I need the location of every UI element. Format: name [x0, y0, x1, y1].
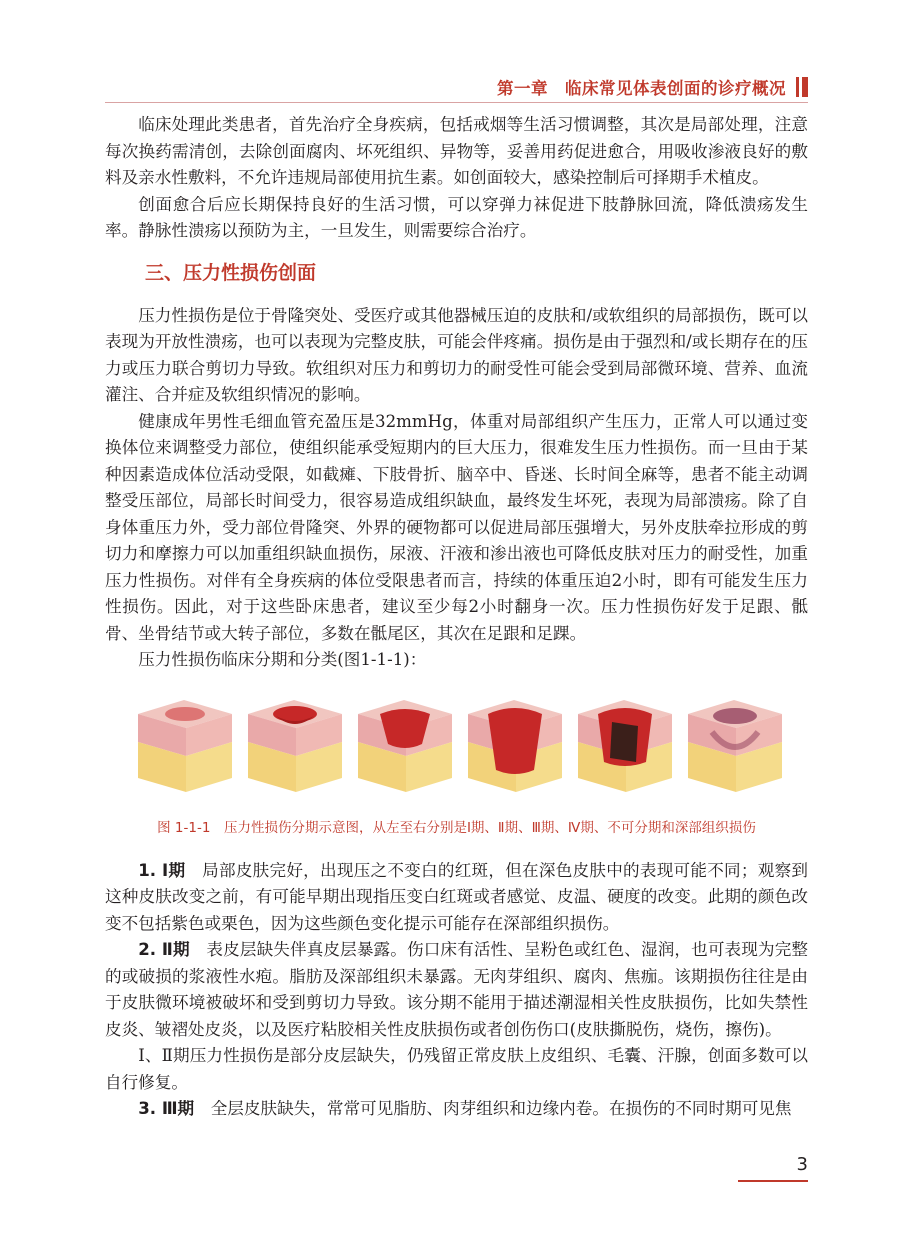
page-body — [105, 112, 808, 1123]
stage-paragraph — [105, 1096, 808, 1123]
paragraph: 压力性损伤是位于骨隆突处、受医疗或其他器械压迫的皮肤和/或软组织的局部损伤，既可以表现为开放性溃疡，也可以表现为完整皮肤，可能会伴疼痛。损伤是由于强烈和/或长期存在的压力或压力联合剪切力导致。软组织对压力和剪切力的耐受性可能会受到局部微环境、营养、血流灌注、合并症及软组织情况的影响。 — [105, 305, 808, 404]
stage-paragraph — [105, 858, 808, 938]
wound-illustration-stage-4 — [462, 692, 568, 800]
paragraph: 压力性损伤临床分期和分类(图1-1-1)： — [138, 650, 427, 669]
stage-label: 1. Ⅰ期 — [138, 860, 186, 880]
wound-illustration-stage-1 — [132, 692, 238, 800]
wound-illustration-stage-3 — [352, 692, 458, 800]
wound-illustration-unstageable — [572, 692, 678, 800]
stage-label: 2. Ⅱ期 — [138, 940, 190, 959]
wound-illustration-stage-2 — [242, 692, 348, 800]
page-number: 3 — [796, 1154, 808, 1175]
paragraph: 临床处理此类患者，首先治疗全身疾病，包括戒烟等生活习惯调整，其次是局部处理，注意每次换药需清创，去除创面腐肉、坏死组织、异物等，妥善用药促进愈合，用吸收渗液良好的敷料及亲水性敷料，不允许违规局部使用抗生素。如创面较大，感染控制后可择期手术植皮。 — [105, 115, 808, 187]
footer-rule — [738, 1180, 808, 1182]
stage-text: 局部皮肤完好，出现压之不变白的红斑，但在深色皮肤中的表现可能不同；观察到这种皮肤改变之前，有可能早期出现指压变白红斑或者感觉、皮温、硬度的改变。此期的颜色改变不包括紫色或栗色，因为这些颜色变化提示可能存在深部组织损伤。 — [105, 860, 808, 933]
paragraph: 健康成年男性毛细血管充盈压是32mmHg，体重对局部组织产生压力，正常人可以通过变换体位来调整受力部位，使组织能承受短期内的巨大压力，很难发生压力性损伤。而一旦由于某种因素造成体位活动受限，如截瘫、下肢骨折、脑卒中、昏迷、长时间全麻等，患者不能主动调整受压部位，局部长时间受力，很容易造成组织缺血，最终发生坏死，表现为局部溃疡。除了自身体重压力外，受力部位骨隆突、外界的硬物都可以促进局部压强增大，另外皮肤牵拉形成的剪切力和摩擦力可以加重组织缺血损伤，尿液、汗液和渗出液也可降低皮肤对压力的耐受性，加重压力性损伤。对伴有全身疾病的体位受限患者而言，持续的体重压迫2小时，即有可能发生压力性损伤。因此，对于这些卧床患者，建议至少每2小时翻身一次。压力性损伤好发于足跟、骶骨、坐骨结节或大转子部位，多数在骶尾区，其次在足跟和足踝。 — [105, 411, 808, 643]
stage-text: 全层皮肤缺失，常常可见脂肪、肉芽组织和边缘内卷。在损伤的不同时期可见焦 — [210, 1099, 792, 1118]
stage-text: 表皮层缺失伴真皮层暴露。伤口床有活性、呈粉色或红色、湿润，也可表现为完整的或破损的浆液性水疱。脂肪及深部组织未暴露。无肉芽组织、腐肉、焦痂。该期损伤往往是由于皮肤微环境被破坏和受到剪切力导致。该分期不能用于描述潮湿相关性皮肤损伤，比如失禁性皮炎、皱褶处皮炎，以及医疗粘胶相关性皮肤损伤或者创伤伤口(皮肤撕脱伤，烧伤，擦伤)。 — [105, 940, 809, 1039]
stage-paragraph — [105, 937, 808, 1043]
stage-label: 3. Ⅲ期 — [138, 1099, 195, 1118]
chapter-title: 第一章 临床常见体表创面的诊疗概况 — [497, 79, 786, 98]
header-bars-decoration — [796, 76, 808, 98]
figure-pressure-injury-stages — [105, 692, 808, 836]
figure-illustrations — [130, 692, 790, 800]
section-heading: 三、压力性损伤创面 — [145, 261, 317, 284]
running-head — [497, 74, 808, 100]
paragraph: 创面愈合后应长期保持良好的生活习惯，可以穿弹力袜促进下肢静脉回流，降低溃疡发生率。静脉性溃疡以预防为主，一旦发生，则需要综合治疗。 — [105, 194, 808, 240]
paragraph: Ⅰ、Ⅱ期压力性损伤是部分皮层缺失，仍残留正常皮肤上皮组织、毛囊、汗腺，创面多数可以自行修复。 — [105, 1046, 808, 1092]
figure-caption: 图 1-1-1 压力性损伤分期示意图，从左至右分别是Ⅰ期、Ⅱ期、Ⅲ期、Ⅳ期、不可分期和深部组织损伤 — [157, 819, 756, 836]
wound-illustration-deep-tissue-injury — [682, 692, 788, 800]
header-rule — [105, 102, 808, 103]
